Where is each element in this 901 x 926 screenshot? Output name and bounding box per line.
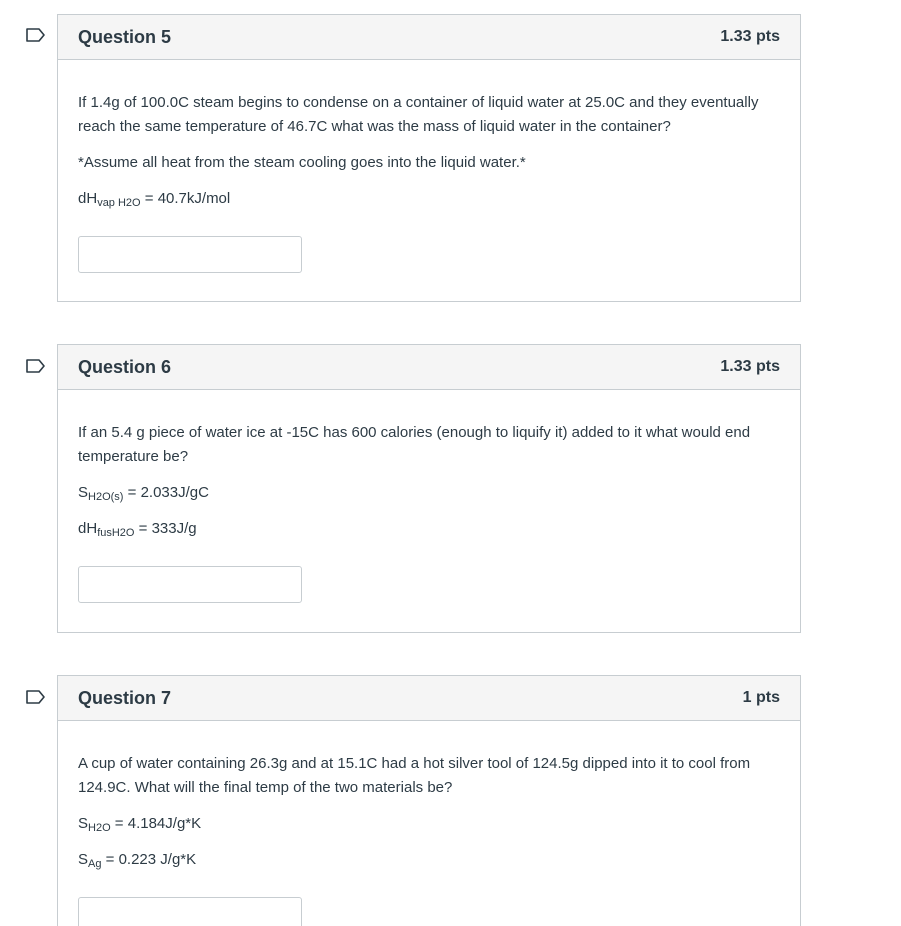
formula-dhfus: $dH_{fusH2O} = 333J/g$ [78,520,197,539]
answer-input[interactable] [78,236,302,273]
question-title: Question 6 [78,356,172,377]
question-text: A cup of water containing 26.3g and at 15.1C had a hot silver tool of 124.5g dipped into it to cool from 124.9C. What will the final temp of the two materials be? [78,755,751,796]
question-header [58,15,800,60]
question-points: 1.33 pts [720,358,780,375]
question-note: *Assume all heat from the steam cooling goes into the liquid water.* [78,154,526,171]
formula-specific-heat-water: $S_{H2O} = 4.184J/g*K$ [78,815,202,834]
question-title: Question 5 [78,26,172,47]
answer-input[interactable] [78,566,302,603]
question-text: If an 5.4 g piece of water ice at -15C has 600 calories (enough to liquify it) added to it what would end temperature be? [78,424,751,465]
question-header [58,345,800,390]
question-text: If 1.4g of 100.0C steam begins to condense on a container of liquid water at 25.0C and they eventually reach the same temperature of 46.7C what was the mass of liquid water in the container? [78,94,759,135]
flag-question-icon[interactable] [26,359,46,373]
formula-dhvap: $dH_{vap H2O} = 40.7kJ/mol$ [78,190,231,209]
question-points: 1.33 pts [720,28,780,45]
question-body [58,721,800,926]
question-body [58,390,800,633]
question-body [58,60,800,303]
answer-input[interactable] [78,897,302,926]
formula-specific-heat-ice: $S_{H2O(s)} = 2.033J/gC$ [78,484,209,503]
formula-specific-heat-silver: $S_{Ag} = 0.223$ J/g*K [78,851,197,870]
flag-question-icon[interactable] [26,690,46,704]
question-points: 1 pts [742,689,780,706]
question-title: Question 7 [78,687,172,708]
question-header [58,676,800,721]
question-7 [57,675,801,926]
flag-question-icon[interactable] [26,28,46,42]
question-5 [57,14,801,302]
question-6 [57,344,801,633]
